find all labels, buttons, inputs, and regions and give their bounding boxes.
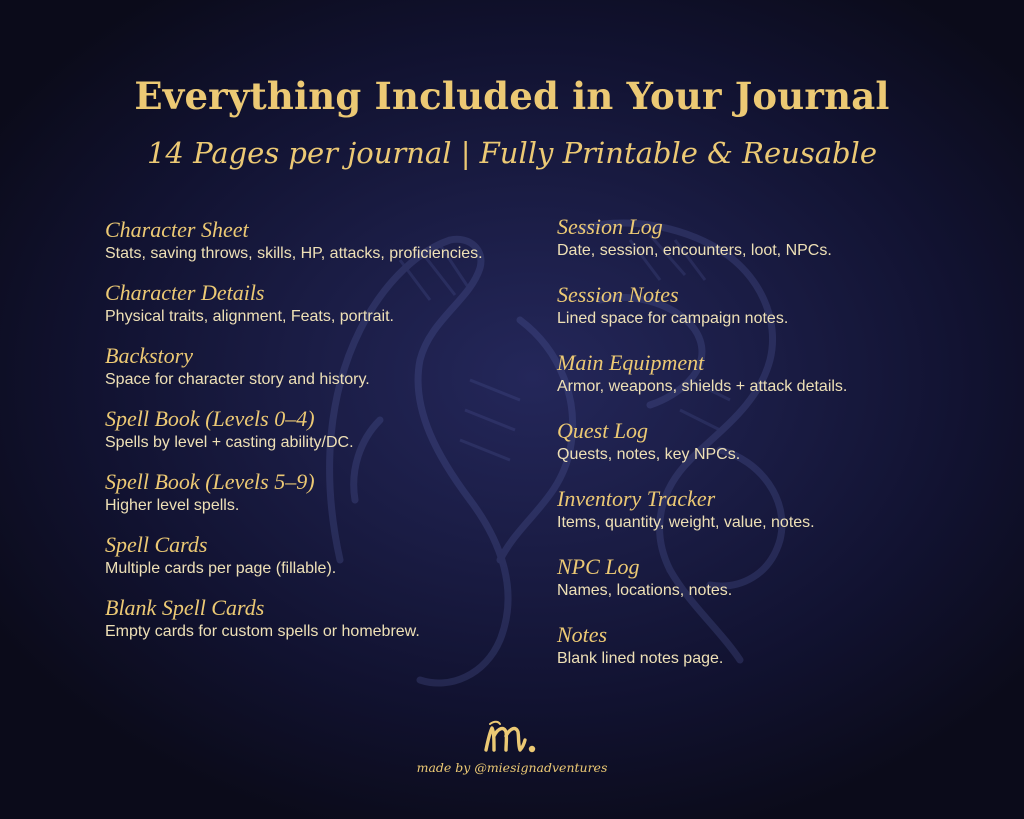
item-title: Character Details	[105, 280, 265, 305]
list-item	[557, 282, 1007, 329]
list-item	[105, 343, 555, 390]
item-description: Items, quantity, weight, value, notes.	[557, 514, 815, 531]
item-description: Blank lined notes page.	[557, 650, 724, 667]
list-item	[105, 595, 555, 642]
item-title: Blank Spell Cards	[105, 595, 265, 620]
page-title: Everything Included in Your Journal	[134, 74, 890, 118]
item-description: Armor, weapons, shields + attack details.	[557, 378, 848, 395]
item-description: Date, session, encounters, loot, NPCs.	[557, 242, 832, 259]
list-item	[105, 280, 555, 327]
list-item	[557, 486, 1007, 533]
item-description: Stats, saving throws, skills, HP, attacks, proficiencies.	[105, 245, 483, 262]
item-title: Backstory	[105, 343, 193, 368]
item-title: Character Sheet	[105, 217, 249, 242]
item-description: Lined space for campaign notes.	[557, 310, 789, 327]
page-subtitle: 14 Pages per journal | Fully Printable & Reusable	[146, 136, 877, 170]
item-title: Session Notes	[557, 282, 679, 307]
list-item	[557, 554, 1007, 601]
left-column	[105, 217, 555, 658]
list-item	[105, 469, 555, 516]
item-description: Physical traits, alignment, Feats, portrait.	[105, 308, 394, 325]
miesign-logo-icon	[480, 718, 544, 758]
list-item	[557, 214, 1007, 261]
item-description: Names, locations, notes.	[557, 582, 733, 599]
item-title: Spell Book (Levels 5–9)	[105, 469, 315, 494]
list-item	[557, 350, 1007, 397]
item-title: Main Equipment	[557, 350, 705, 375]
item-description: Spells by level + casting ability/DC.	[105, 434, 354, 451]
item-title: Session Log	[557, 214, 663, 239]
item-title: Spell Book (Levels 0–4)	[105, 406, 315, 431]
item-description: Empty cards for custom spells or homebrew.	[105, 623, 420, 640]
list-item	[105, 532, 555, 579]
list-item	[105, 217, 555, 264]
item-title: NPC Log	[557, 554, 640, 579]
item-title: Quest Log	[557, 418, 649, 443]
item-description: Higher level spells.	[105, 497, 240, 514]
item-title: Inventory Tracker	[557, 486, 716, 511]
item-description: Space for character story and history.	[105, 371, 370, 388]
item-description: Multiple cards per page (fillable).	[105, 560, 337, 577]
item-description: Quests, notes, key NPCs.	[557, 446, 741, 463]
credit-text: made by @miesignadventures	[416, 760, 608, 775]
list-item	[105, 406, 555, 453]
item-title: Notes	[557, 622, 608, 647]
right-column	[557, 214, 1007, 690]
list-item	[557, 418, 1007, 465]
list-item	[557, 622, 1007, 669]
item-title: Spell Cards	[105, 532, 208, 557]
